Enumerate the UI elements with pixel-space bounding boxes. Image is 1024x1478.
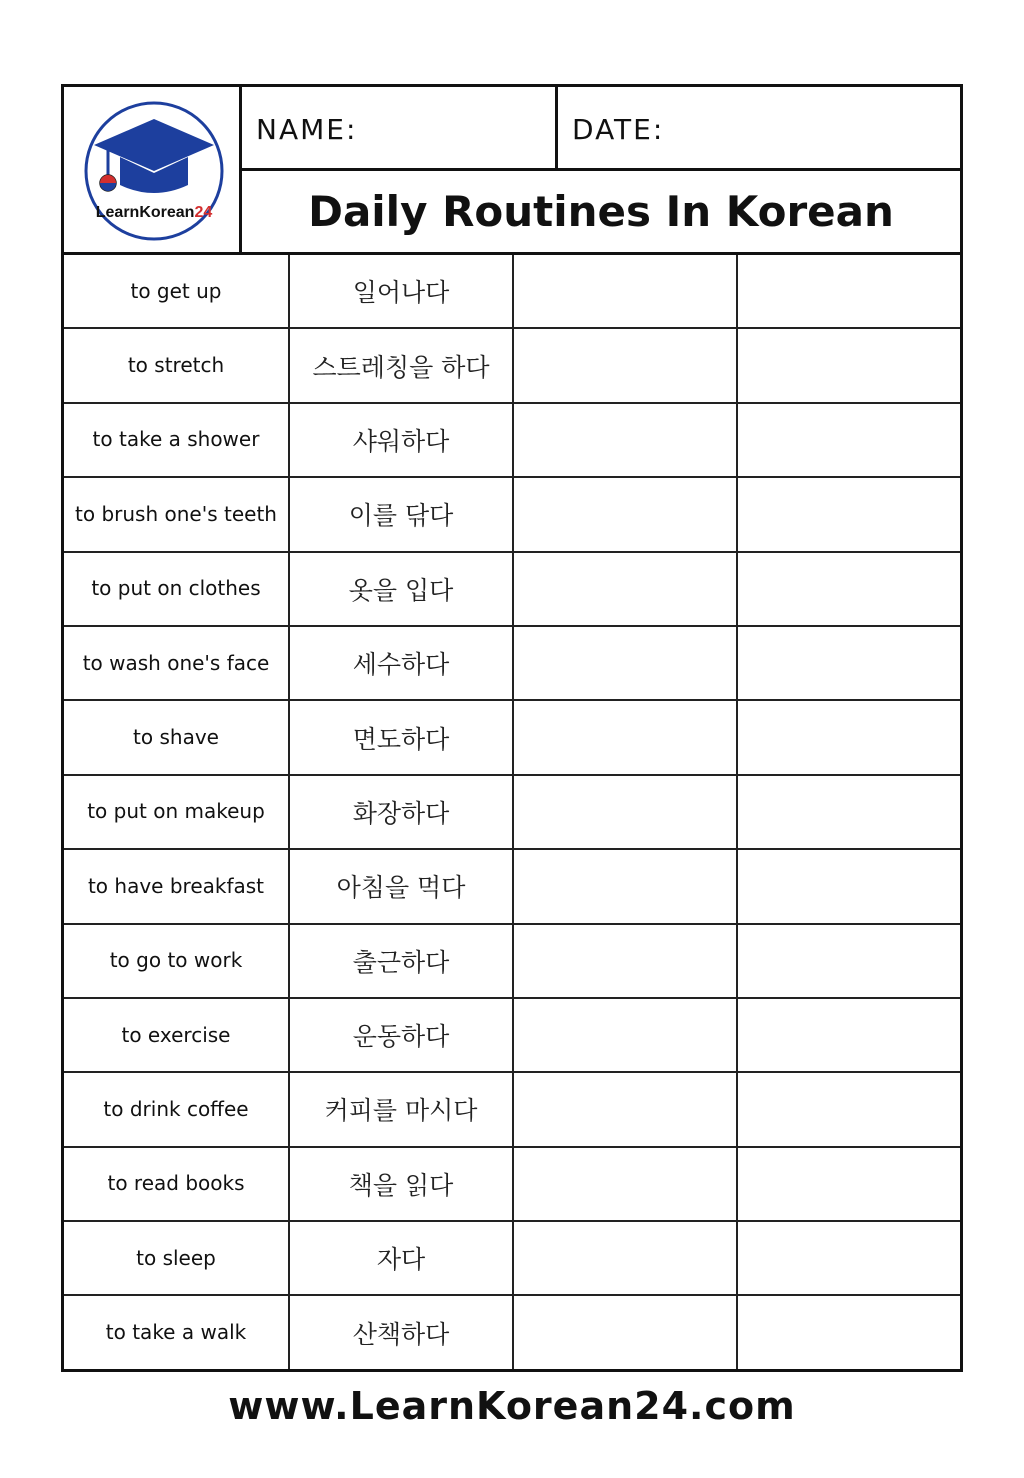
- english-cell: [64, 477, 289, 551]
- korean-cell: [289, 1221, 513, 1295]
- practice-cell[interactable]: [737, 552, 960, 626]
- english-cell: [64, 998, 289, 1072]
- footer-url: www.LearnKorean24.com: [228, 1384, 796, 1428]
- worksheet: [61, 84, 963, 1372]
- practice-cell[interactable]: [737, 328, 960, 402]
- english-cell: [64, 700, 289, 774]
- korean-word: 일어나다: [352, 278, 450, 308]
- practice-cell[interactable]: [737, 1072, 960, 1146]
- english-cell: [64, 1072, 289, 1146]
- practice-cell[interactable]: [737, 1221, 960, 1295]
- table-row: [64, 477, 960, 551]
- english-cell: [64, 255, 289, 328]
- english-cell: [64, 775, 289, 849]
- date-field[interactable]: [558, 87, 960, 171]
- table-row: [64, 1072, 960, 1146]
- practice-cell[interactable]: [513, 775, 737, 849]
- practice-cell[interactable]: [737, 626, 960, 700]
- page-title: Daily Routines In Korean: [308, 187, 894, 236]
- english-word: to read books: [107, 1171, 245, 1196]
- logo-text: LearnKorean24: [95, 204, 213, 221]
- table-row: [64, 998, 960, 1072]
- korean-cell: [289, 552, 513, 626]
- english-word: to have breakfast: [87, 873, 265, 898]
- english-word: to wash one's face: [82, 650, 270, 675]
- table-row: [64, 626, 960, 700]
- korean-word: 출근하다: [352, 947, 450, 977]
- english-cell: [64, 328, 289, 402]
- korean-word: 옷을 입다: [348, 575, 454, 605]
- name-field[interactable]: [242, 87, 558, 171]
- english-word: to exercise: [121, 1022, 231, 1047]
- english-cell: [64, 849, 289, 923]
- korean-word: 샤워하다: [352, 426, 450, 456]
- logo-cell: [64, 87, 242, 252]
- korean-word: 이를 닦다: [348, 501, 454, 531]
- practice-cell[interactable]: [513, 626, 737, 700]
- title-cell: [242, 171, 960, 252]
- english-cell: [64, 1221, 289, 1295]
- english-cell: [64, 1295, 289, 1369]
- practice-cell[interactable]: [737, 924, 960, 998]
- english-cell: [64, 924, 289, 998]
- korean-cell: [289, 775, 513, 849]
- practice-cell[interactable]: [737, 1295, 960, 1369]
- practice-cell[interactable]: [513, 552, 737, 626]
- practice-cell[interactable]: [513, 403, 737, 477]
- korean-word: 커피를 마시다: [324, 1096, 478, 1126]
- korean-word: 운동하다: [352, 1022, 450, 1052]
- table-row: [64, 328, 960, 402]
- korean-cell: [289, 403, 513, 477]
- korean-word: 세수하다: [352, 650, 450, 680]
- practice-cell[interactable]: [513, 1295, 737, 1369]
- korean-cell: [289, 1072, 513, 1146]
- korean-cell: [289, 1147, 513, 1221]
- practice-cell[interactable]: [513, 1147, 737, 1221]
- english-cell: [64, 552, 289, 626]
- korean-cell: [289, 255, 513, 328]
- practice-cell[interactable]: [513, 328, 737, 402]
- korean-cell: [289, 626, 513, 700]
- vocabulary-table: [64, 255, 960, 1369]
- english-word: to get up: [130, 278, 222, 303]
- practice-cell[interactable]: [737, 700, 960, 774]
- learnkorean24-logo: [84, 101, 224, 241]
- english-word: to take a walk: [105, 1320, 247, 1345]
- table-row: [64, 1147, 960, 1221]
- practice-cell[interactable]: [513, 1072, 737, 1146]
- korean-cell: [289, 1295, 513, 1369]
- practice-cell[interactable]: [737, 255, 960, 328]
- english-word: to take a shower: [92, 427, 260, 452]
- table-row: [64, 255, 960, 328]
- english-word: to put on makeup: [87, 799, 265, 824]
- practice-cell[interactable]: [513, 998, 737, 1072]
- table-row: [64, 1295, 960, 1369]
- korean-word: 면도하다: [352, 724, 450, 754]
- korean-cell: [289, 328, 513, 402]
- practice-cell[interactable]: [513, 477, 737, 551]
- english-word: to sleep: [136, 1245, 216, 1270]
- practice-cell[interactable]: [513, 924, 737, 998]
- korean-cell: [289, 700, 513, 774]
- practice-cell[interactable]: [513, 700, 737, 774]
- english-word: to shave: [133, 725, 219, 750]
- korean-word: 산책하다: [352, 1319, 450, 1349]
- date-label: DATE:: [572, 113, 665, 146]
- english-word: to put on clothes: [91, 576, 261, 601]
- practice-cell[interactable]: [737, 477, 960, 551]
- practice-cell[interactable]: [513, 849, 737, 923]
- english-cell: [64, 403, 289, 477]
- english-word: to stretch: [127, 353, 225, 378]
- worksheet-header: [64, 87, 960, 255]
- korean-word: 스트레칭을 하다: [312, 352, 490, 382]
- practice-cell[interactable]: [737, 998, 960, 1072]
- english-word: to go to work: [109, 948, 243, 973]
- korean-word: 책을 읽다: [348, 1170, 454, 1200]
- korean-cell: [289, 998, 513, 1072]
- english-word: to brush one's teeth: [75, 501, 277, 526]
- practice-cell[interactable]: [737, 1147, 960, 1221]
- table-row: [64, 924, 960, 998]
- table-row: [64, 1221, 960, 1295]
- table-row: [64, 849, 960, 923]
- practice-cell[interactable]: [737, 849, 960, 923]
- english-cell: [64, 626, 289, 700]
- table-row: [64, 403, 960, 477]
- korean-cell: [289, 849, 513, 923]
- name-label: NAME:: [256, 113, 358, 146]
- korean-word: 자다: [376, 1245, 426, 1275]
- practice-cell[interactable]: [737, 403, 960, 477]
- practice-cell[interactable]: [513, 255, 737, 328]
- practice-cell[interactable]: [513, 1221, 737, 1295]
- table-row: [64, 700, 960, 774]
- korean-word: 아침을 먹다: [336, 873, 466, 903]
- korean-word: 화장하다: [352, 798, 450, 828]
- english-word: to drink coffee: [103, 1096, 249, 1121]
- korean-cell: [289, 477, 513, 551]
- korean-cell: [289, 924, 513, 998]
- table-row: [64, 775, 960, 849]
- table-row: [64, 552, 960, 626]
- practice-cell[interactable]: [737, 775, 960, 849]
- english-cell: [64, 1147, 289, 1221]
